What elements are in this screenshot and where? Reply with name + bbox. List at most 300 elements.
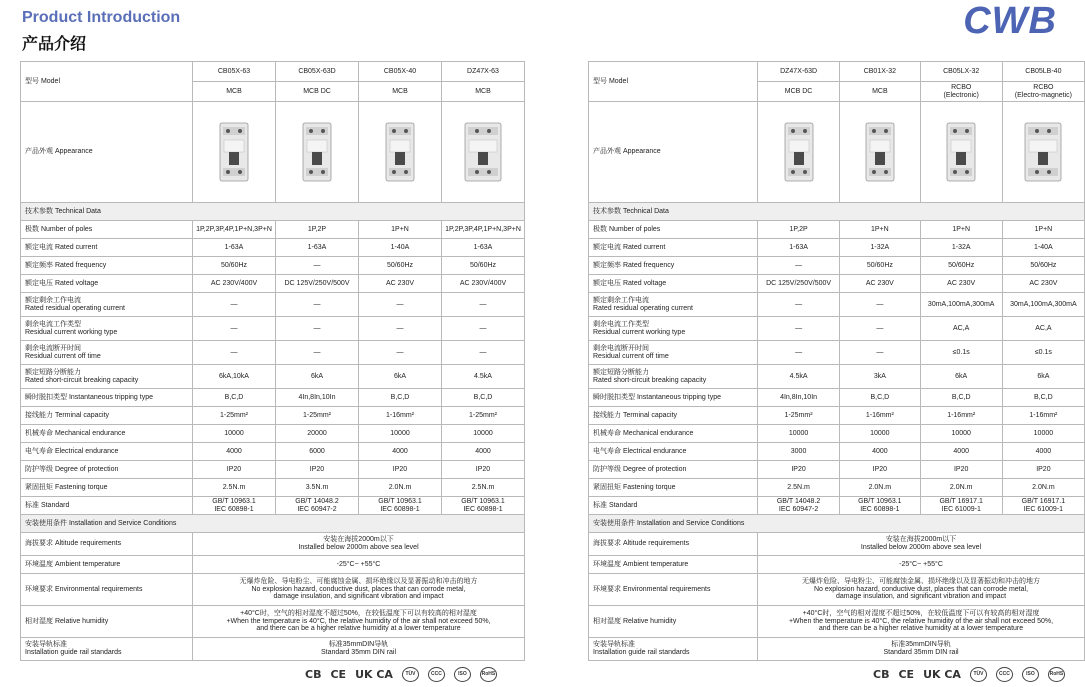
short-value-text: 4.5kA xyxy=(789,372,808,380)
tech-section-label-text: 技术参数 Technical Data xyxy=(25,207,101,215)
cert-mark: RoHS xyxy=(1048,667,1065,682)
short-label-line1: 额定短路分断能力 xyxy=(25,368,81,376)
torque-value xyxy=(442,479,525,497)
elec-value-text: 4000 xyxy=(1035,447,1052,455)
poles-value xyxy=(1002,221,1084,239)
elec-label xyxy=(589,443,758,461)
standard-value xyxy=(442,497,525,515)
protect-value xyxy=(359,461,442,479)
res-op-value-text: — xyxy=(876,300,884,308)
protect-value-text: IP20 xyxy=(475,465,491,473)
model-name-text: CB05X-63D xyxy=(298,67,336,75)
protect-value xyxy=(1002,461,1084,479)
row-tech-section xyxy=(589,203,1085,221)
standard-value-line1: GB/T 16917.1 xyxy=(939,497,983,505)
standard-value xyxy=(359,497,442,515)
terminal-value xyxy=(920,407,1002,425)
cert-mark: CCC xyxy=(996,667,1013,682)
row-rail xyxy=(21,638,525,661)
frequency-value-text: 50/60Hz xyxy=(866,261,893,269)
altitude-value-line2: Installed below 2000m above sea level xyxy=(860,544,982,551)
res-type-value-text: — xyxy=(313,324,321,332)
res-op-value-text: — xyxy=(479,300,487,308)
env-en1: No explosion hazard, conductive dust, places that can corrode metal, xyxy=(814,585,1029,593)
res-type-label-line2: Residual current working type xyxy=(593,328,686,336)
model-name-text: CB05X-40 xyxy=(383,67,417,75)
poles-value-text: 1P+N xyxy=(391,225,409,233)
altitude-value-line1: 安装在海拔2000m以下 xyxy=(885,536,957,544)
ambient-value-text: -25°C~ +55°C xyxy=(899,560,943,568)
res-op-label-line2: Rated residual operating current xyxy=(593,304,694,312)
standard-value-line2: IEC 60947-2 xyxy=(297,505,337,513)
protect-value-text: IP20 xyxy=(392,465,408,473)
res-off-value-text: — xyxy=(313,348,321,356)
appearance-cell xyxy=(920,102,1002,203)
trip-label-text: 瞬时脱扣类型 Instantaneous tripping type xyxy=(25,393,154,401)
protect-label-text: 防护等级 Degree of protection xyxy=(593,465,687,473)
env-cn: 无爆炸危险、导电粉尘、可能腐蚀金属、损坏绝缘以及显著振动和冲击的地方 xyxy=(802,577,1041,585)
cert-mark: ISO xyxy=(1022,667,1039,682)
cert-mark: CCC xyxy=(428,667,445,682)
res-type-label xyxy=(21,317,193,341)
row-res-op xyxy=(589,293,1085,317)
current-label-text: 额定电流 Rated current xyxy=(593,243,666,251)
standard-value xyxy=(840,497,921,515)
row-terminal xyxy=(21,407,525,425)
torque-value-text: 2.5N.m xyxy=(222,483,246,491)
cert-mark: UK CA xyxy=(355,667,393,681)
voltage-value xyxy=(1002,275,1084,293)
res-type-value-text: — xyxy=(479,324,487,332)
res-op-value xyxy=(442,293,525,317)
voltage-label-text: 额定电压 Rated voltage xyxy=(593,279,667,287)
mech-label-text: 机械寿命 Mechanical endurance xyxy=(25,429,126,437)
frequency-value xyxy=(276,257,359,275)
res-op-value-text: — xyxy=(230,300,238,308)
standard-value-line1: GB/T 10963.1 xyxy=(858,497,902,505)
res-type-value xyxy=(1002,317,1084,341)
spec-table-left xyxy=(20,61,525,661)
current-value xyxy=(758,239,840,257)
poles-value-text: 1P,2P xyxy=(307,225,327,233)
poles-value-text: 1P,2P,3P,4P,1P+N,3P+N xyxy=(196,225,272,233)
res-off-value xyxy=(840,341,921,365)
env-label xyxy=(589,574,758,606)
row-ambient xyxy=(21,556,525,574)
voltage-value-text: AC 230V xyxy=(1029,279,1058,287)
trip-label-text: 瞬时脱扣类型 Instantaneous tripping type xyxy=(593,393,722,401)
voltage-value-text: AC 230V/400V xyxy=(459,279,507,287)
row-env xyxy=(589,574,1085,606)
trip-value-text: 4In,8In,10In xyxy=(298,393,336,401)
model-name xyxy=(920,62,1002,82)
ambient-value xyxy=(758,556,1085,574)
res-off-value xyxy=(442,341,525,365)
row-install-section xyxy=(21,515,525,533)
appearance-label xyxy=(21,102,193,203)
terminal-value xyxy=(1002,407,1084,425)
trip-value xyxy=(758,389,840,407)
row-res-op xyxy=(21,293,525,317)
mech-label xyxy=(21,425,193,443)
standard-value-line2: IEC 60898-1 xyxy=(214,505,254,513)
terminal-value xyxy=(359,407,442,425)
poles-label xyxy=(589,221,758,239)
appearance-cell xyxy=(442,102,525,203)
cert-mark: TÜV xyxy=(402,667,419,682)
rail-value-line2: Standard 35mm DIN rail xyxy=(320,649,397,656)
standard-value-line1: GB/T 16917.1 xyxy=(1021,497,1066,505)
model-type xyxy=(1002,82,1084,102)
breaker-image xyxy=(219,122,249,182)
humidity-label-text: 相对湿度 Relative humidity xyxy=(593,617,677,625)
breaker-image xyxy=(1024,122,1062,182)
model-type-text: MCB DC xyxy=(303,87,331,95)
trip-value-text: B,C,D xyxy=(951,393,971,401)
frequency-value xyxy=(920,257,1002,275)
env-en2: damage insulation, and significant vibration and impact xyxy=(273,593,444,601)
row-protect xyxy=(589,461,1085,479)
mech-value xyxy=(359,425,442,443)
row-trip xyxy=(589,389,1085,407)
ambient-value xyxy=(193,556,525,574)
torque-label-text: 紧固扭矩 Fastening torque xyxy=(25,483,108,491)
cert-mark: RoHS xyxy=(480,667,497,682)
res-off-value xyxy=(758,341,840,365)
frequency-value-text: 50/60Hz xyxy=(1030,261,1057,269)
poles-label-text: 极数 Number of poles xyxy=(25,225,93,233)
row-terminal xyxy=(589,407,1085,425)
trip-label xyxy=(589,389,758,407)
current-value xyxy=(193,239,276,257)
mech-value-text: 10000 xyxy=(951,429,971,437)
standard-value-line2: IEC 60898-1 xyxy=(860,505,900,513)
trip-value xyxy=(840,389,921,407)
terminal-value-text: 1-16mm² xyxy=(1029,411,1058,419)
appearance-cell xyxy=(359,102,442,203)
elec-value xyxy=(276,443,359,461)
trip-value xyxy=(276,389,359,407)
torque-value-text: 2.0N.m xyxy=(388,483,412,491)
frequency-label xyxy=(589,257,758,275)
terminal-value xyxy=(840,407,921,425)
current-value xyxy=(920,239,1002,257)
altitude-label xyxy=(21,533,193,556)
standard-value-line2: IEC 61009-1 xyxy=(1023,505,1064,513)
torque-value xyxy=(840,479,921,497)
current-value-text: 1-63A xyxy=(789,243,808,251)
res-op-label-line1: 额定剩余工作电流 xyxy=(593,296,649,304)
row-altitude xyxy=(589,533,1085,556)
frequency-value xyxy=(758,257,840,275)
model-name-text: DZ47X-63 xyxy=(467,67,499,75)
standard-value-line1: GB/T 14048.2 xyxy=(776,497,821,505)
standard-value xyxy=(920,497,1002,515)
res-off-value-text: ≤0.1s xyxy=(952,348,970,356)
rail-value-line1: 标准35mmDIN导轨 xyxy=(891,641,951,649)
model-name xyxy=(359,62,442,82)
altitude-label xyxy=(589,533,758,556)
altitude-label-text: 海拔要求 Altitude requirements xyxy=(593,540,690,548)
cert-mark: TÜV xyxy=(970,667,987,682)
rail-label-line1: 安装导轨标准 xyxy=(593,641,635,649)
appearance-cell xyxy=(840,102,921,203)
poles-value-text: 1P+N xyxy=(952,225,971,233)
torque-value xyxy=(920,479,1002,497)
terminal-value xyxy=(276,407,359,425)
appearance-cell xyxy=(276,102,359,203)
model-type-line1: MCB xyxy=(872,87,888,95)
short-value-text: 6kA xyxy=(393,372,407,380)
frequency-label-text: 额定频率 Rated frequency xyxy=(25,261,107,269)
res-op-value xyxy=(276,293,359,317)
voltage-value-text: AC 230V/400V xyxy=(210,279,258,287)
model-type-line1: RCBO xyxy=(951,83,972,91)
humidity-label xyxy=(589,606,758,638)
current-value xyxy=(1002,239,1084,257)
res-off-value-text: — xyxy=(230,348,238,356)
standard-label-text: 标准 Standard xyxy=(25,501,70,509)
res-type-value xyxy=(193,317,276,341)
res-type-value xyxy=(276,317,359,341)
elec-value xyxy=(758,443,840,461)
breaker-image xyxy=(385,122,415,182)
mech-value-text: 20000 xyxy=(307,429,327,437)
poles-value-text: 1P+N xyxy=(1034,225,1053,233)
res-type-value xyxy=(758,317,840,341)
terminal-value xyxy=(758,407,840,425)
short-value xyxy=(758,365,840,389)
terminal-value-text: 1-16mm² xyxy=(947,411,976,419)
altitude-label-text: 海拔要求 Altitude requirements xyxy=(25,540,122,548)
humidity-value xyxy=(193,606,525,638)
torque-value-text: 2.5N.m xyxy=(471,483,495,491)
current-value-text: 1-63A xyxy=(307,243,327,251)
voltage-value xyxy=(920,275,1002,293)
trip-value-text: B,C,D xyxy=(870,393,890,401)
res-type-label xyxy=(589,317,758,341)
mech-value-text: 10000 xyxy=(473,429,493,437)
row-res-off xyxy=(21,341,525,365)
ambient-label-text: 环境温度 Ambient temperature xyxy=(25,560,121,568)
altitude-value xyxy=(758,533,1085,556)
frequency-value xyxy=(840,257,921,275)
res-off-value-text: — xyxy=(396,348,404,356)
res-off-label xyxy=(589,341,758,365)
short-value xyxy=(920,365,1002,389)
frequency-label xyxy=(21,257,193,275)
protect-value-text: IP20 xyxy=(953,465,969,473)
model-label-text: 型号 Model xyxy=(25,77,61,85)
row-rail xyxy=(589,638,1085,661)
ambient-value-text: -25°C~ +55°C xyxy=(336,560,381,568)
protect-value-text: IP20 xyxy=(791,465,806,473)
mech-value xyxy=(193,425,276,443)
res-off-value-text: — xyxy=(876,348,884,356)
model-name xyxy=(758,62,840,82)
res-op-label-line2: Rated residual operating current xyxy=(25,304,126,312)
rail-value-line1: 标准35mmDIN导轨 xyxy=(328,641,389,649)
trip-value xyxy=(920,389,1002,407)
current-value xyxy=(359,239,442,257)
breaker-image xyxy=(946,122,976,182)
standard-value-line1: GB/T 14048.2 xyxy=(295,497,339,505)
protect-value xyxy=(840,461,921,479)
row-install-section xyxy=(589,515,1085,533)
model-type-text: MCB xyxy=(226,87,242,95)
row-model xyxy=(589,62,1085,82)
row-appearance xyxy=(589,102,1085,203)
trip-value-text: B,C,D xyxy=(1034,393,1053,401)
poles-value xyxy=(758,221,840,239)
short-value xyxy=(276,365,359,389)
install-section-label-text: 安装使用条件 Installation and Service Conditions xyxy=(593,519,745,527)
mech-value xyxy=(840,425,921,443)
frequency-value-text: 50/60Hz xyxy=(220,261,248,269)
mech-value-text: 10000 xyxy=(870,429,890,437)
mech-value xyxy=(442,425,525,443)
elec-value xyxy=(359,443,442,461)
row-res-type xyxy=(589,317,1085,341)
elec-value-text: 4000 xyxy=(392,447,408,455)
elec-value-text: 4000 xyxy=(475,447,491,455)
res-type-value-text: — xyxy=(396,324,404,332)
protect-value xyxy=(442,461,525,479)
short-value-text: 6kA xyxy=(310,372,324,380)
voltage-value xyxy=(442,275,525,293)
short-label-line2: Rated short-circuit breaking capacity xyxy=(25,376,139,384)
voltage-label xyxy=(589,275,758,293)
torque-value xyxy=(359,479,442,497)
terminal-value-text: 1-16mm² xyxy=(865,411,894,419)
row-appearance xyxy=(21,102,525,203)
elec-label-text: 电气寿命 Electrical endurance xyxy=(25,447,119,455)
protect-value xyxy=(193,461,276,479)
res-op-label xyxy=(21,293,193,317)
trip-value-text: B,C,D xyxy=(224,393,244,401)
humidity-value xyxy=(758,606,1085,638)
terminal-label-text: 接线能力 Terminal capacity xyxy=(593,411,678,419)
cert-mark: CE xyxy=(898,667,915,681)
standard-value-line2: IEC 61009-1 xyxy=(941,505,981,513)
appearance-cell xyxy=(193,102,276,203)
short-value xyxy=(1002,365,1084,389)
current-label-text: 额定电流 Rated current xyxy=(25,243,98,251)
rail-label-line1: 安装导轨标准 xyxy=(25,641,67,649)
standard-value-line1: GB/T 10963.1 xyxy=(212,497,256,505)
standard-label xyxy=(21,497,193,515)
breaker-image xyxy=(464,122,502,182)
torque-value xyxy=(1002,479,1084,497)
res-type-value-text: — xyxy=(795,324,803,332)
ambient-label-text: 环境温度 Ambient temperature xyxy=(593,560,689,568)
current-value-text: 1-40A xyxy=(1034,243,1053,251)
voltage-value xyxy=(840,275,921,293)
trip-value-text: B,C,D xyxy=(473,393,493,401)
row-ambient xyxy=(589,556,1085,574)
torque-label-text: 紧固扭矩 Fastening torque xyxy=(593,483,676,491)
model-name xyxy=(840,62,921,82)
res-off-value xyxy=(920,341,1002,365)
torque-value-text: 2.0N.m xyxy=(949,483,973,491)
standard-value xyxy=(1002,497,1084,515)
short-value-text: 6kA,10kA xyxy=(219,372,249,380)
protect-value xyxy=(758,461,840,479)
short-value xyxy=(193,365,276,389)
tech-section-label-text: 技术参数 Technical Data xyxy=(593,207,669,215)
frequency-value xyxy=(442,257,525,275)
altitude-value-line1: 安装在海拔2000m以下 xyxy=(323,536,394,544)
frequency-value-text: — xyxy=(313,261,321,269)
res-type-value xyxy=(920,317,1002,341)
rail-label-line2: Installation guide rail standards xyxy=(25,649,122,656)
elec-value xyxy=(840,443,921,461)
res-op-value xyxy=(1002,293,1084,317)
trip-value-text: 4In,8In,10In xyxy=(780,393,818,401)
mech-value xyxy=(1002,425,1084,443)
short-label-line1: 额定短路分断能力 xyxy=(593,368,649,376)
voltage-value-text: AC 230V xyxy=(865,279,894,287)
model-name-text: CB05LB-40 xyxy=(1025,67,1062,75)
model-type xyxy=(758,82,840,102)
res-type-value xyxy=(840,317,921,341)
res-off-label-line2: Residual current off time xyxy=(25,352,101,360)
row-poles xyxy=(589,221,1085,239)
protect-value-text: IP20 xyxy=(226,465,242,473)
frequency-label-text: 额定频率 Rated frequency xyxy=(593,261,675,269)
short-label-line2: Rated short-circuit breaking capacity xyxy=(593,376,707,384)
poles-value xyxy=(276,221,359,239)
voltage-value xyxy=(758,275,840,293)
mech-value-text: 10000 xyxy=(390,429,410,437)
ambient-label xyxy=(589,556,758,574)
page-title-en: Product Introduction xyxy=(22,9,181,26)
frequency-value-text: 50/60Hz xyxy=(386,261,414,269)
res-type-value xyxy=(359,317,442,341)
trip-value-text: B,C,D xyxy=(390,393,410,401)
res-off-value xyxy=(193,341,276,365)
voltage-value-text: AC 230V xyxy=(947,279,976,287)
res-op-value xyxy=(840,293,921,317)
elec-value xyxy=(442,443,525,461)
trip-value xyxy=(193,389,276,407)
standard-value-line1: GB/T 10963.1 xyxy=(461,497,505,505)
row-standard xyxy=(589,497,1085,515)
standard-value-line2: IEC 60898-1 xyxy=(463,505,503,513)
model-name-text: DZ47X-63D xyxy=(780,67,818,75)
row-short xyxy=(21,365,525,389)
appearance-label xyxy=(589,102,758,203)
poles-value xyxy=(840,221,921,239)
res-off-value-text: ≤0.1s xyxy=(1034,348,1052,356)
trip-value xyxy=(1002,389,1084,407)
short-value-text: 4.5kA xyxy=(474,372,492,380)
terminal-value xyxy=(442,407,525,425)
voltage-value xyxy=(276,275,359,293)
res-off-value-text: — xyxy=(795,348,803,356)
row-elec xyxy=(589,443,1085,461)
mech-value-text: 10000 xyxy=(788,429,809,437)
cert-mark: CB xyxy=(873,667,890,681)
mech-value xyxy=(920,425,1002,443)
current-value xyxy=(442,239,525,257)
appearance-label-text: 产品外观 Appearance xyxy=(25,148,93,156)
rail-value xyxy=(193,638,525,661)
frequency-value xyxy=(1002,257,1084,275)
breaker-image xyxy=(784,122,814,182)
res-op-value-text: — xyxy=(313,300,321,308)
install-section-label xyxy=(21,515,525,533)
